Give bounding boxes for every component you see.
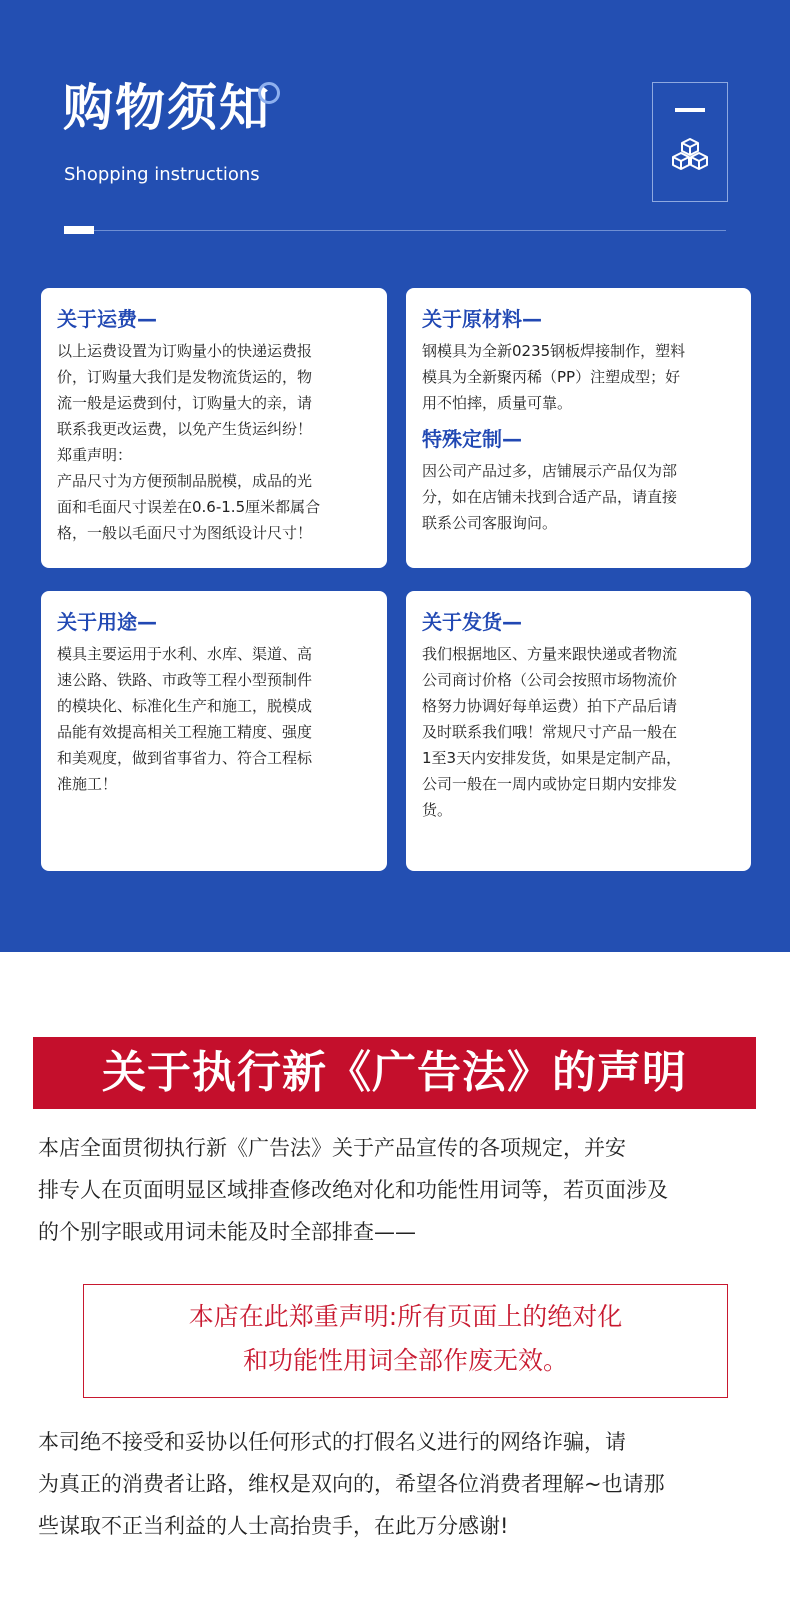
card-heading: 关于用途— [57,610,157,634]
card-heading: 关于发货— [422,610,522,634]
card-text: 模具主要运用于水利、水库、渠道、高 速公路、铁路、市政等工程小型预制件 的模块化、标准化生产和施工，脱模成 品能有效提高相关工程施工精度、强度 和美观度，做到省事省力、符合工程标 准施工！ [57,645,313,793]
statement-paragraph-1: 本店全面贯彻执行新《广告法》关于产品宣传的各项规定，并安 排专人在页面明显区域排查修改绝对化和功能性用词等，若页面涉及 的个别字眼或用词未能及时全部排查—— [38,1136,668,1244]
notice-box [83,1284,728,1398]
statement-paragraph-2: 本司绝不接受和妥协以任何形式的打假名义进行的网络诈骗，请 为真正的消费者让路，维权是双向的，希望各位消费者理解~也请那 些谋取不正当利益的人士高抬贵手，在此万分感谢! [38,1430,665,1538]
card-heading-custom: 特殊定制— [422,427,522,451]
card-shipping-fee [41,288,387,568]
icon-accent-dash [675,108,705,112]
card-text-custom: 因公司产品过多，店铺展示产品仅为部 分，如在店铺未找到合适产品，请直接 联系公司客服询问。 [422,462,678,532]
notice-line-2: 和功能性用词全部作废无效。 [242,1346,568,1375]
page-subtitle: Shopping instructions [64,164,260,185]
card-heading: 关于原材料— [422,307,542,331]
card-text: 我们根据地区、方量来跟快递或者物流 公司商讨价格（公司会按照市场物流价 格努力协调好每单运费）拍下产品后请 及时联系我们哦！常规尺寸产品一般在 1至3天内安排发货，如果是定制产品， 公司一般在一周内或协定日期内安排发 货。 [422,645,682,819]
card-text: 以上运费设置为订购量小的快递运费报 价，订购量大我们是发物流货运的，物 流一般是运费到付，订购量大的亲，请 联系我更改运费，以免产生货运纠纷！ 郑重声明： 产品尺寸为方便预制品脱模，成品的光 面和毛面尺寸误差在0.6-1.5厘米都属合 格，一般以毛面尺寸为图纸设计尺寸！ [57,342,321,542]
page-title: 购物须知 [63,79,271,137]
card-heading: 关于运费— [57,307,157,331]
ad-law-statement-banner: 关于执行新《广告法》的声明 [33,1037,756,1109]
decorative-ring-icon [258,82,280,104]
cubes-icon [669,137,711,171]
card-usage [41,591,387,871]
header-accent-dash [64,226,94,234]
card-materials [406,288,751,568]
card-delivery [406,591,751,871]
notice-line-1: 本店在此郑重声明:所有页面上的绝对化 [188,1302,623,1331]
header-divider [64,230,726,231]
card-text: 钢模具为全新0235钢板焊接制作，塑料 模具为全新聚丙稀（PP）注塑成型；好 用不怕摔，质量可靠。 [422,342,686,412]
icon-frame [652,82,728,202]
